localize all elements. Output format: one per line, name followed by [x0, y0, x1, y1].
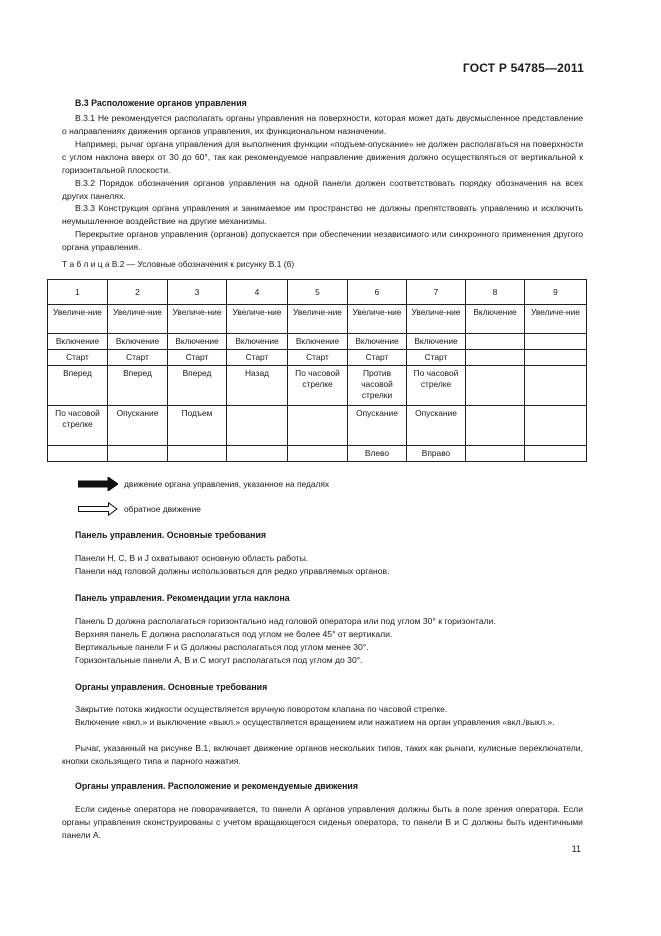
table-cell: [227, 406, 288, 446]
table-cell: По часовой стрелке: [48, 406, 108, 446]
paragraph-b3-2: В.3.2 Порядок обозначения органов управления на одной панели должен соответствовать порядку обозначения на всех других панелях.: [62, 178, 583, 201]
table-cell: [525, 446, 587, 462]
table-cell: [288, 446, 348, 462]
table-cell: Влево: [348, 446, 407, 462]
table-cell: Старт: [108, 350, 168, 366]
table-cell: Подъем: [168, 406, 227, 446]
controls-requirements-paragraph: Включение «вкл.» и выключение «выкл.» осуществляется вращением или нажатием на орган управления «вкл./выкл.».: [75, 717, 555, 727]
controls-requirements-paragraph: Рычаг, указанный на рисунке В.1, включает движение органов нескольких типов, таких как рычаги, кулисные переключатели, кнопки скользящего типа и парного нажатия.: [62, 743, 583, 766]
table-header-cell: 3: [168, 280, 227, 305]
controls-requirements-paragraph: Закрытие потока жидкости осуществляется вручную поворотом клапана по часовой стрелке.: [75, 704, 448, 714]
table-cell: Увеличе-ние: [48, 305, 108, 334]
table-cell: [168, 446, 227, 462]
table-cell: Включение: [466, 305, 525, 334]
solid-arrow-icon: [78, 477, 118, 491]
symbols-table: [47, 279, 587, 462]
table-cell: Вперед: [168, 366, 227, 406]
panel-requirements-line: Панели H, C, B и J охватывают основную область работы.: [75, 553, 309, 563]
table-cell: [466, 406, 525, 446]
table-cell: Старт: [348, 350, 407, 366]
panel-requirements-title: Панель управления. Основные требования: [75, 530, 267, 540]
table-cell: Увеличе-ние: [288, 305, 348, 334]
controls-location-title: Органы управления. Расположение и рекомендуемые движения: [75, 781, 358, 791]
table-cell: Вперед: [48, 366, 108, 406]
table-cell: [525, 366, 587, 406]
table-cell: Старт: [227, 350, 288, 366]
table-cell: Увеличе-ние: [348, 305, 407, 334]
table-cell: Старт: [407, 350, 466, 366]
paragraph-b3-3: В.3.3 Конструкция органа управления и занимаемое им пространство не должны препятствовать управлению и исключить неумышленное воздействие на другие механизмы.: [62, 203, 583, 226]
table-cell: Опускание: [108, 406, 168, 446]
table-header-row: [48, 280, 587, 305]
table-row: [48, 334, 587, 350]
table-cell: Увеличе-ние: [168, 305, 227, 334]
table-cell: [466, 446, 525, 462]
table-cell: Старт: [48, 350, 108, 366]
paragraph-b3-example: Например, рычаг органа управления для выполнения функции «подъем-опускание» не должен располагаться на поверхности с углом наклона вверх от 30 до 60°, так как рекомендуемое направление движения должно осуществляться от вертикальной к горизонтальной плоскости.: [62, 139, 583, 175]
table-cell: Увеличе-ние: [108, 305, 168, 334]
table-cell: [108, 446, 168, 462]
table-cell: Вперед: [108, 366, 168, 406]
table-header-cell: 2: [108, 280, 168, 305]
table-row: [48, 305, 587, 334]
table-cell: Включение: [168, 334, 227, 350]
table-cell: Старт: [168, 350, 227, 366]
table-cell: [525, 334, 587, 350]
table-caption: Т а б л и ц а В.2 — Условные обозначения к рисунку В.1 (б): [62, 259, 295, 269]
panel-angle-title: Панель управления. Рекомендации угла наклона: [75, 593, 290, 603]
legend-solid-arrow-text: движение органа управления, указанное на педалях: [124, 479, 330, 489]
table-cell: По часовой стрелке: [288, 366, 348, 406]
section-b3-title: В.3 Расположение органов управления: [75, 98, 247, 108]
table-cell: Опускание: [348, 406, 407, 446]
table-cell: Опускание: [407, 406, 466, 446]
document-header: ГОСТ Р 54785—2011: [462, 61, 584, 75]
table-row: [48, 406, 587, 446]
table-header-cell: 7: [407, 280, 466, 305]
table-cell: [525, 350, 587, 366]
table-cell: Вправо: [407, 446, 466, 462]
table-cell: [288, 406, 348, 446]
table-cell: [227, 446, 288, 462]
table-header-cell: 6: [348, 280, 407, 305]
table-header-cell: 5: [288, 280, 348, 305]
panel-angle-line: Панель D должна располагаться горизонтально над головой оператора или под углом 30° к горизонтали.: [75, 616, 496, 626]
table-header-cell: 1: [48, 280, 108, 305]
paragraph-b3-1: В.3.1 Не рекомендуется располагать органы управления на поверхности, которая может дать двусмысленное представление о направлениях движения органов управления, их функциональном назначении.: [62, 113, 583, 136]
table-cell: Включение: [48, 334, 108, 350]
paragraph-b3-overlap: Перекрытие органов управления (органов) допускается при обеспечении независимого или синхронного применения другого органа управления.: [62, 229, 583, 252]
table-row: [48, 366, 587, 406]
table-row: [48, 350, 587, 366]
table-header-cell: 8: [466, 280, 525, 305]
table-cell: Увеличе-ние: [525, 305, 587, 334]
table-cell: Увеличе-ние: [407, 305, 466, 334]
table-cell: [466, 350, 525, 366]
panel-angle-line: Горизонтальные панели A, B и C могут располагаться под углом до 30°.: [75, 655, 363, 665]
table-cell: [48, 446, 108, 462]
table-cell: [525, 406, 587, 446]
table-cell: [466, 366, 525, 406]
table-header-cell: 4: [227, 280, 288, 305]
controls-location-paragraph: Если сиденье оператора не поворачивается, то панели А органов управления должны быть в поле зрения оператора. Если органы управления сконструированы с учетом вращающегося сиденья оператора, то панели В и С должны быть идентичными панели А.: [62, 804, 583, 840]
table-cell: Против часовой стрелки: [348, 366, 407, 406]
table-cell: Включение: [407, 334, 466, 350]
table-cell: Включение: [227, 334, 288, 350]
table-cell: Включение: [348, 334, 407, 350]
controls-requirements-title: Органы управления. Основные требования: [75, 682, 268, 692]
table-cell: Старт: [288, 350, 348, 366]
page-number: 11: [571, 844, 581, 854]
panel-angle-line: Вертикальные панели F и G должны располагаться под углом менее 30°.: [75, 642, 369, 652]
table-header-cell: 9: [525, 280, 587, 305]
table-cell: Включение: [288, 334, 348, 350]
table-cell: Включение: [108, 334, 168, 350]
panel-requirements-line: Панели над головой должны использоваться для редко управляемых органов.: [75, 566, 390, 576]
table-cell: Увеличе-ние: [227, 305, 288, 334]
legend-hollow-arrow-text: обратное движение: [124, 504, 201, 514]
table-cell: По часовой стрелке: [407, 366, 466, 406]
table-row: [48, 446, 587, 462]
table-cell: [466, 334, 525, 350]
table-cell: Назад: [227, 366, 288, 406]
panel-angle-line: Верхняя панель Е должна располагаться под углом не более 45° от вертикали.: [75, 629, 393, 639]
hollow-arrow-icon: [78, 502, 118, 516]
